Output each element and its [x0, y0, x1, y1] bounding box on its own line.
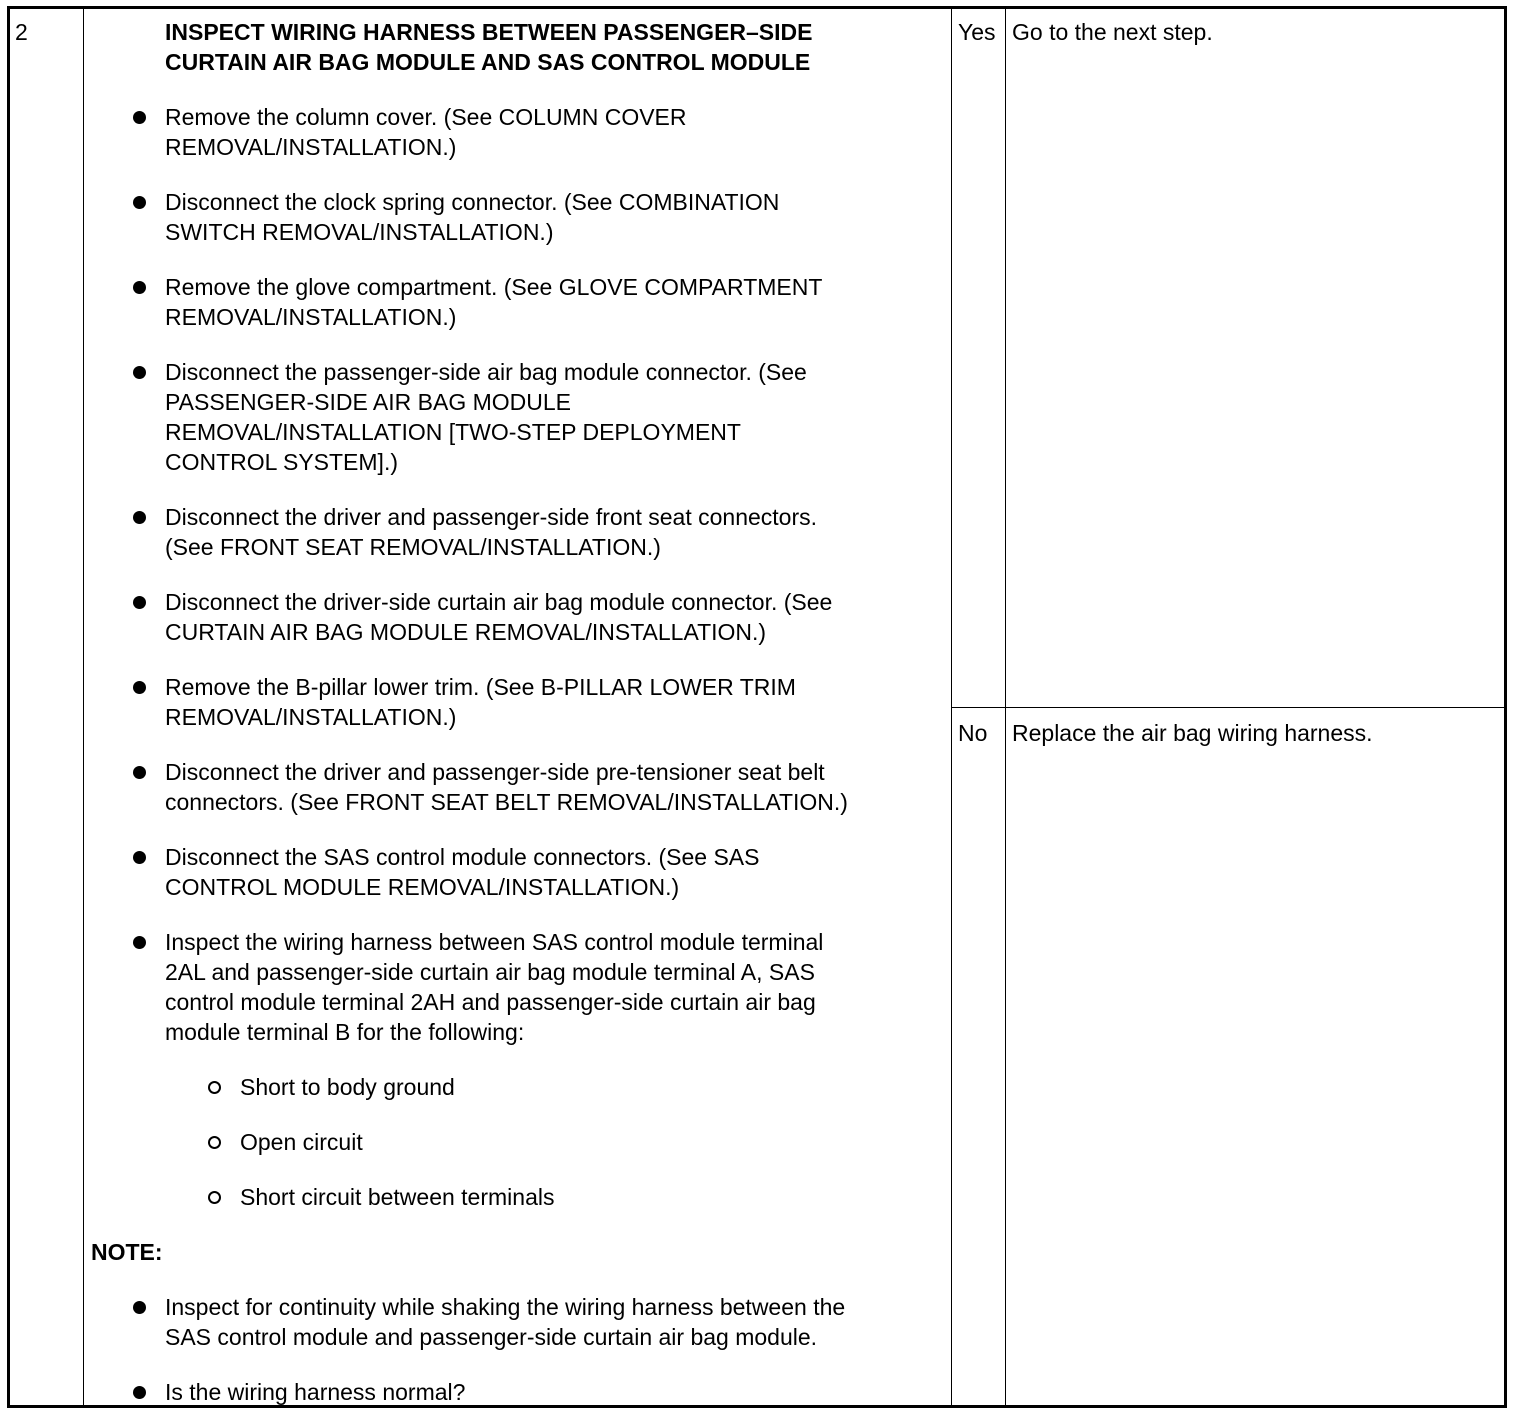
list-item: Disconnect the SAS control module connectors. (See SAS CONTROL MODULE REMOVAL/INSTALLATION.): [165, 842, 952, 902]
hollow-bullet-icon: [208, 1136, 221, 1149]
bullet-icon: [133, 511, 146, 524]
heading-line: CURTAIN AIR BAG MODULE AND SAS CONTROL MODULE: [165, 49, 811, 75]
action-content: [92, 17, 952, 1407]
heading-line: INSPECT WIRING HARNESS BETWEEN PASSENGER–SIDE: [165, 19, 813, 45]
list-item: Inspect for continuity while shaking the wiring harness between the SAS control module and passenger-side curtain air bag module.: [165, 1292, 952, 1352]
yes-label: Yes: [958, 19, 996, 45]
sub-list-item: Short circuit between terminals: [240, 1182, 952, 1212]
hollow-bullet-icon: [208, 1191, 221, 1204]
bullet-icon: [133, 366, 146, 379]
bullet-icon: [133, 281, 146, 294]
bullet-icon: [133, 1386, 146, 1399]
note-label: NOTE:: [91, 1239, 163, 1265]
step-number: 2: [15, 19, 28, 45]
list-item: Disconnect the driver-side curtain air bag module connector. (See CURTAIN AIR BAG MODULE REMOVAL/INSTALLATION.): [165, 587, 952, 647]
bullet-icon: [133, 936, 146, 949]
list-item: Disconnect the driver and passenger-side pre-tensioner seat belt connectors. (See FRONT SEAT BELT REMOVAL/INSTALLATION.): [165, 757, 952, 817]
list-item: Disconnect the passenger-side air bag module connector. (See PASSENGER-SIDE AIR BAG MODULE REMOVAL/INSTALLATION [TWO-STEP DEPLOYMENT CONTROL SYSTEM].): [165, 357, 952, 477]
bullet-icon: [133, 851, 146, 864]
bullet-icon: [133, 766, 146, 779]
step-heading: [165, 17, 952, 77]
hollow-bullet-icon: [208, 1081, 221, 1094]
row-divider-yes-no: [951, 707, 1504, 708]
list-item: Is the wiring harness normal?: [165, 1377, 952, 1407]
list-item: Remove the column cover. (See COLUMN COVER REMOVAL/INSTALLATION.): [165, 102, 952, 162]
bullet-icon: [133, 596, 146, 609]
sub-list-item: Short to body ground: [240, 1072, 952, 1102]
list-item: Inspect the wiring harness between SAS control module terminal 2AL and passenger-side curtain air bag module terminal A, SAS control module terminal 2AH and passenger-side curtain air bag module terminal B for the following:: [165, 927, 952, 1047]
bullet-icon: [133, 196, 146, 209]
diagnostic-table: [7, 6, 1507, 1408]
list-item: Disconnect the driver and passenger-side front seat connectors. (See FRONT SEAT REMOVAL/INSTALLATION.): [165, 502, 952, 562]
sub-list-item: Open circuit: [240, 1127, 952, 1157]
column-divider-step: [83, 9, 84, 1405]
list-item: Remove the B-pillar lower trim. (See B-PILLAR LOWER TRIM REMOVAL/INSTALLATION.): [165, 672, 952, 732]
no-label: No: [958, 720, 988, 746]
bullet-icon: [133, 111, 146, 124]
bullet-icon: [133, 1301, 146, 1314]
list-item: Remove the glove compartment. (See GLOVE COMPARTMENT REMOVAL/INSTALLATION.): [165, 272, 952, 332]
no-action: Replace the air bag wiring harness.: [1012, 720, 1373, 746]
bullet-icon: [133, 681, 146, 694]
yes-action: Go to the next step.: [1012, 19, 1213, 45]
list-item: Disconnect the clock spring connector. (See COMBINATION SWITCH REMOVAL/INSTALLATION.): [165, 187, 952, 247]
